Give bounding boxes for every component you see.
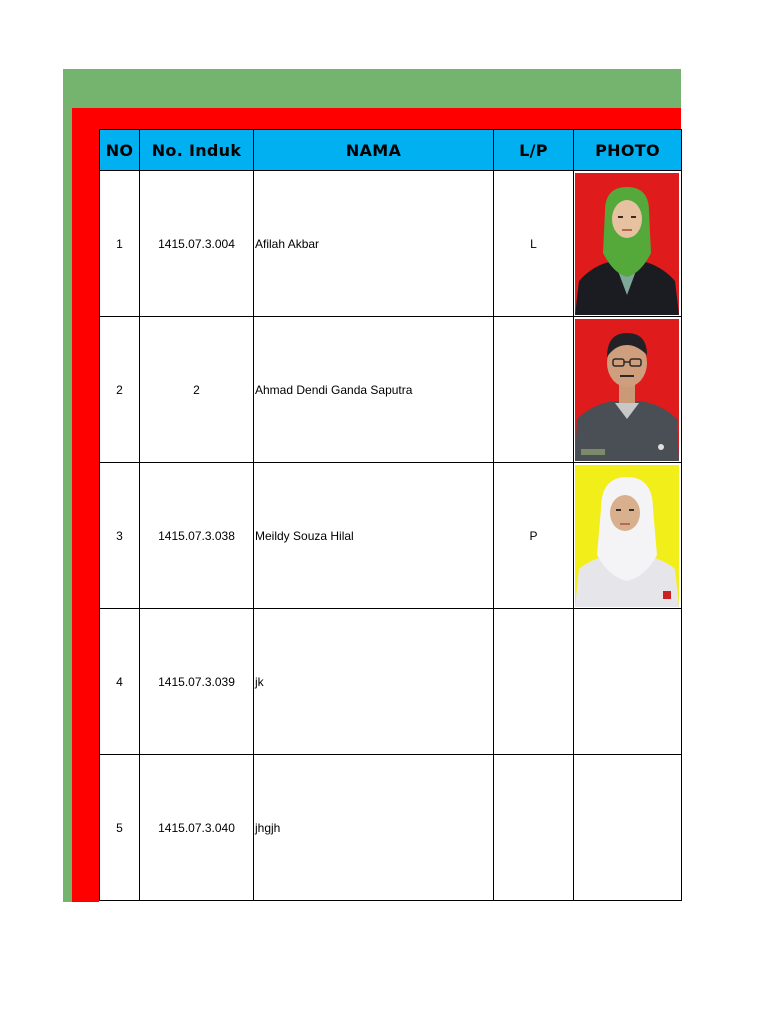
header-no: NO: [100, 130, 140, 171]
cell-no-induk: 1415.07.3.038: [140, 463, 254, 609]
cell-photo: [574, 317, 682, 463]
cell-photo-empty: [574, 755, 682, 901]
cell-photo-empty: [574, 609, 682, 755]
cell-photo: [574, 463, 682, 609]
cell-lp: [494, 609, 574, 755]
table-header-row: [100, 130, 682, 171]
table-row: [100, 755, 682, 901]
cell-no-induk: 2: [140, 317, 254, 463]
header-nama: NAMA: [254, 130, 494, 171]
student-table: [99, 129, 682, 901]
portrait-hijab-image: [575, 173, 679, 315]
cell-lp: L: [494, 171, 574, 317]
student-photo: [575, 173, 679, 315]
cell-no: 5: [100, 755, 140, 901]
table-row: [100, 317, 682, 463]
cell-nama: jhgjh: [254, 755, 494, 901]
table-row: [100, 609, 682, 755]
header-photo: PHOTO: [574, 130, 682, 171]
portrait-man-image: [575, 319, 679, 461]
cell-no-induk: 1415.07.3.039: [140, 609, 254, 755]
cell-no-induk: 1415.07.3.004: [140, 171, 254, 317]
header-no-induk: No. Induk: [140, 130, 254, 171]
cell-no: 3: [100, 463, 140, 609]
student-photo: [575, 465, 679, 607]
cell-no: 4: [100, 609, 140, 755]
student-photo: [575, 319, 679, 461]
student-table-container: [99, 129, 681, 902]
cell-no: 2: [100, 317, 140, 463]
cell-lp: P: [494, 463, 574, 609]
cell-nama: Afilah Akbar: [254, 171, 494, 317]
header-lp: L/P: [494, 130, 574, 171]
cell-no-induk: 1415.07.3.040: [140, 755, 254, 901]
cell-nama: jk: [254, 609, 494, 755]
cell-lp: [494, 755, 574, 901]
portrait-white-hijab-image: [575, 465, 679, 607]
cell-photo: [574, 171, 682, 317]
table-row: [100, 463, 682, 609]
cell-lp: [494, 317, 574, 463]
cell-nama: Meildy Souza Hilal: [254, 463, 494, 609]
cell-nama: Ahmad Dendi Ganda Saputra: [254, 317, 494, 463]
table-row: [100, 171, 682, 317]
cell-no: 1: [100, 171, 140, 317]
